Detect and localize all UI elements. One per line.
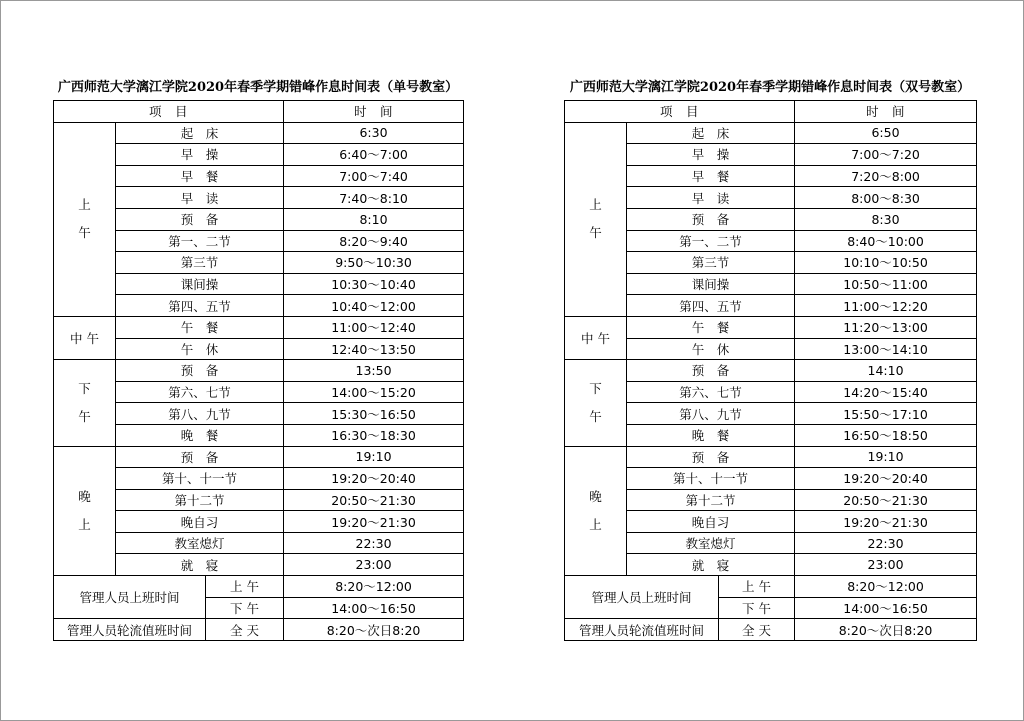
time-cell: 15:30～16:50 [284, 403, 464, 425]
header-time-cell: 时 间 [284, 101, 464, 123]
period-label-evening: 晚 上 [565, 446, 627, 576]
time-cell: 20:50～21:30 [795, 489, 977, 511]
time-cell: 7:00～7:20 [795, 144, 977, 166]
activity-cell: 预 备 [627, 208, 795, 230]
time-cell: 10:10～10:50 [795, 252, 977, 274]
table-row [565, 489, 977, 511]
time-cell: 16:50～18:50 [795, 424, 977, 446]
staff-pm-time: 14:00～16:50 [284, 597, 464, 619]
time-cell: 8:40～10:00 [795, 230, 977, 252]
time-cell: 11:00～12:40 [284, 316, 464, 338]
duty-period: 全 天 [206, 619, 284, 641]
table-row [565, 316, 977, 338]
table-row [54, 489, 464, 511]
staff-am-label: 上 午 [719, 576, 795, 598]
time-cell: 11:20～13:00 [795, 316, 977, 338]
activity-cell: 预 备 [627, 360, 795, 382]
table-row [54, 381, 464, 403]
table-row [54, 252, 464, 274]
activity-cell: 午 餐 [627, 316, 795, 338]
staff-am-label: 上 午 [206, 576, 284, 598]
time-cell: 10:30～10:40 [284, 273, 464, 295]
activity-cell: 晚自习 [627, 511, 795, 533]
time-cell: 6:50 [795, 122, 977, 144]
table-row [565, 338, 977, 360]
table-row [565, 468, 977, 490]
activity-cell: 第三节 [116, 252, 284, 274]
time-cell: 13:50 [284, 360, 464, 382]
table-row [54, 576, 464, 598]
activity-cell: 第一、二节 [116, 230, 284, 252]
period-label-evening: 晚 上 [54, 446, 116, 576]
staff-hours-label: 管理人员上班时间 [54, 576, 206, 619]
activity-cell: 第十二节 [116, 489, 284, 511]
activity-cell: 第一、二节 [627, 230, 795, 252]
table-row [565, 403, 977, 425]
header-item-cell: 项 目 [565, 101, 795, 123]
table-row [565, 532, 977, 554]
table-row [54, 554, 464, 576]
activity-cell: 午 休 [627, 338, 795, 360]
table-row [565, 295, 977, 317]
table-row [54, 144, 464, 166]
table-row [54, 122, 464, 144]
time-cell: 14:00～15:20 [284, 381, 464, 403]
activity-cell: 晚自习 [116, 511, 284, 533]
time-cell: 9:50～10:30 [284, 252, 464, 274]
activity-cell: 课间操 [116, 273, 284, 295]
time-cell: 22:30 [284, 532, 464, 554]
activity-cell: 早 读 [627, 187, 795, 209]
staff-am-time: 8:20～12:00 [795, 576, 977, 598]
time-cell: 23:00 [795, 554, 977, 576]
table-row [54, 208, 464, 230]
time-cell: 20:50～21:30 [284, 489, 464, 511]
time-cell: 19:20～21:30 [795, 511, 977, 533]
header-item-cell: 项 目 [54, 101, 284, 123]
table-row [565, 360, 977, 382]
table-header-row [54, 101, 464, 123]
activity-cell: 第十、十一节 [627, 468, 795, 490]
activity-cell: 预 备 [627, 446, 795, 468]
table-row [565, 252, 977, 274]
table-row [54, 273, 464, 295]
time-cell: 10:50～11:00 [795, 273, 977, 295]
activity-cell: 晚 餐 [116, 424, 284, 446]
table-row [565, 511, 977, 533]
activity-cell: 第十二节 [627, 489, 795, 511]
table-row [565, 208, 977, 230]
table-row [54, 511, 464, 533]
time-cell: 13:00～14:10 [795, 338, 977, 360]
table-row [54, 165, 464, 187]
time-cell: 19:10 [284, 446, 464, 468]
staff-pm-time: 14:00～16:50 [795, 597, 977, 619]
staff-am-time: 8:20～12:00 [284, 576, 464, 598]
activity-cell: 第四、五节 [627, 295, 795, 317]
table-row [565, 230, 977, 252]
period-label-noon: 中 午 [565, 316, 627, 359]
duty-label: 管理人员轮流值班时间 [54, 619, 206, 641]
staff-pm-label: 下 午 [206, 597, 284, 619]
time-cell: 15:50～17:10 [795, 403, 977, 425]
activity-cell: 第六、七节 [116, 381, 284, 403]
table-row [54, 230, 464, 252]
time-cell: 19:20～20:40 [284, 468, 464, 490]
activity-cell: 第八、九节 [627, 403, 795, 425]
duty-time: 8:20～次日8:20 [284, 619, 464, 641]
table-row [54, 316, 464, 338]
activity-cell: 课间操 [627, 273, 795, 295]
activity-cell: 起 床 [627, 122, 795, 144]
activity-cell: 第四、五节 [116, 295, 284, 317]
schedule-table-odd [53, 100, 464, 641]
activity-cell: 早 操 [116, 144, 284, 166]
table-row [54, 446, 464, 468]
time-cell: 10:40～12:00 [284, 295, 464, 317]
table-row [565, 122, 977, 144]
schedule-title-odd: 广西师范大学漓江学院2020年春季学期错峰作息时间表（单号教室） [57, 80, 459, 95]
activity-cell: 预 备 [116, 360, 284, 382]
period-label-noon: 中 午 [54, 316, 116, 359]
table-row [565, 424, 977, 446]
time-cell: 8:00～8:30 [795, 187, 977, 209]
table-row [565, 144, 977, 166]
activity-cell: 第八、九节 [116, 403, 284, 425]
table-row [565, 165, 977, 187]
time-cell: 7:20～8:00 [795, 165, 977, 187]
duty-label: 管理人员轮流值班时间 [565, 619, 719, 641]
activity-cell: 晚 餐 [627, 424, 795, 446]
time-cell: 19:10 [795, 446, 977, 468]
time-cell: 16:30～18:30 [284, 424, 464, 446]
activity-cell: 早 餐 [116, 165, 284, 187]
schedule-table-even [564, 100, 977, 641]
header-time-cell: 时 间 [795, 101, 977, 123]
table-row [565, 554, 977, 576]
activity-cell: 早 餐 [627, 165, 795, 187]
table-row [54, 360, 464, 382]
activity-cell: 就 寝 [627, 554, 795, 576]
table-row [54, 468, 464, 490]
activity-cell: 就 寝 [116, 554, 284, 576]
activity-cell: 第六、七节 [627, 381, 795, 403]
table-row [54, 187, 464, 209]
staff-pm-label: 下 午 [719, 597, 795, 619]
time-cell: 19:20～20:40 [795, 468, 977, 490]
table-row [565, 273, 977, 295]
time-cell: 6:30 [284, 122, 464, 144]
table-header-row [565, 101, 977, 123]
table-row [565, 576, 977, 598]
activity-cell: 午 休 [116, 338, 284, 360]
table-row [54, 295, 464, 317]
period-label-morning: 上 午 [54, 122, 116, 316]
staff-hours-label: 管理人员上班时间 [565, 576, 719, 619]
period-label-afternoon: 下 午 [54, 360, 116, 446]
activity-cell: 早 读 [116, 187, 284, 209]
time-cell: 8:30 [795, 208, 977, 230]
time-cell: 7:00～7:40 [284, 165, 464, 187]
activity-cell: 教室熄灯 [116, 532, 284, 554]
activity-cell: 第三节 [627, 252, 795, 274]
table-row [565, 381, 977, 403]
table-row [54, 424, 464, 446]
time-cell: 8:20～9:40 [284, 230, 464, 252]
table-row [54, 338, 464, 360]
table-row [54, 403, 464, 425]
time-cell: 14:10 [795, 360, 977, 382]
time-cell: 12:40～13:50 [284, 338, 464, 360]
activity-cell: 第十、十一节 [116, 468, 284, 490]
duty-time: 8:20～次日8:20 [795, 619, 977, 641]
time-cell: 22:30 [795, 532, 977, 554]
duty-period: 全 天 [719, 619, 795, 641]
time-cell: 11:00～12:20 [795, 295, 977, 317]
time-cell: 8:10 [284, 208, 464, 230]
time-cell: 23:00 [284, 554, 464, 576]
activity-cell: 早 操 [627, 144, 795, 166]
activity-cell: 教室熄灯 [627, 532, 795, 554]
table-row [54, 532, 464, 554]
period-label-morning: 上 午 [565, 122, 627, 316]
table-row [565, 619, 977, 641]
table-row [565, 187, 977, 209]
time-cell: 14:20～15:40 [795, 381, 977, 403]
time-cell: 6:40～7:00 [284, 144, 464, 166]
period-label-afternoon: 下 午 [565, 360, 627, 446]
activity-cell: 起 床 [116, 122, 284, 144]
time-cell: 7:40～8:10 [284, 187, 464, 209]
activity-cell: 午 餐 [116, 316, 284, 338]
table-row [565, 446, 977, 468]
activity-cell: 预 备 [116, 446, 284, 468]
time-cell: 19:20～21:30 [284, 511, 464, 533]
table-row [54, 619, 464, 641]
activity-cell: 预 备 [116, 208, 284, 230]
schedule-title-even: 广西师范大学漓江学院2020年春季学期错峰作息时间表（双号教室） [569, 80, 971, 95]
